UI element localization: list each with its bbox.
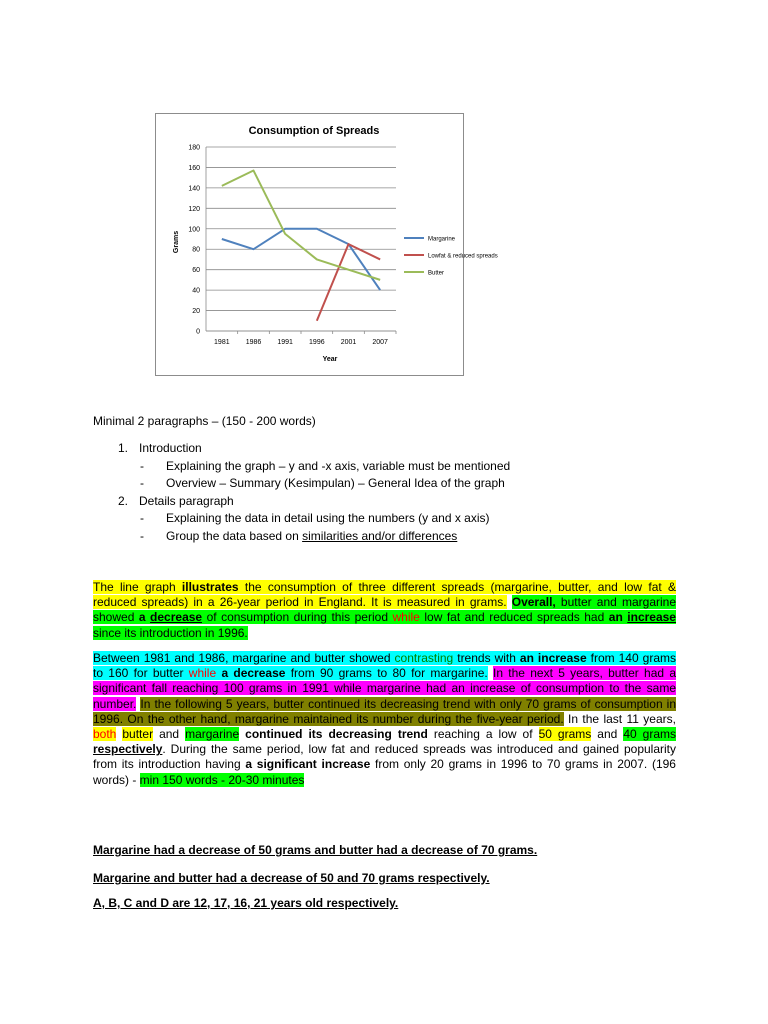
dash-bullet: - [140,528,144,543]
highlight-text: a [138,610,146,625]
example-sentence-1: Margarine had a decrease of 50 grams and butter had a decrease of 70 grams. [93,843,538,857]
x-axis-label: Year [322,356,338,363]
x-tick-label: 1981 [214,339,230,346]
highlight-text: the consumption of three different spreads (margarine, butter, and low fat & reduced spreads) in a 26-year period in England. It is measured in grams. [93,580,676,610]
outline-subitem-emphasis: similarities and/or differences [302,528,458,543]
chart-title: Consumption of Spreads [248,125,380,137]
outline-subitem [118,528,510,546]
y-tick-label: 120 [188,205,200,213]
bold-text: continued its decreasing trend [245,727,428,742]
dash-bullet: - [140,476,144,490]
highlight-text: The line graph [93,580,182,594]
highlight-text: illustrates [181,580,239,594]
highlight-text: In the next 5 years, butter had a significant fall reaching 100 grams in 1991 while margarine had an increase of consumption to the same number. [93,666,676,711]
paragraph-introduction [93,580,676,641]
plain-text: In the last 11 years, [563,711,676,726]
plain-text: and [153,727,186,742]
highlight-text: while [188,666,217,681]
highlight-text: 50 grams [538,727,592,742]
outline-subitem-text: Explaining the graph – y and -x axis, variable must be mentioned [166,458,511,473]
highlight-text: 40 grams [623,727,677,742]
highlight-text: low fat and reduced spreads had [419,610,609,625]
y-tick-label: 180 [188,144,200,152]
outline-list [118,440,510,545]
highlight-text: Between 1981 and 1986, margarine and butter showed [93,651,395,665]
bold-underline-text: respectively [93,742,163,757]
dash-bullet: - [140,511,144,525]
plain-text: reaching a low of [427,727,539,742]
highlight-text: an increase [519,651,587,665]
plain-text: and [591,727,624,742]
plain-text: from only 20 grams in 1996 to 70 grams in 2007. (196 words) - [93,757,676,787]
y-tick-label: 0 [196,328,200,336]
assignment-heading: Minimal 2 paragraphs – (150 - 200 words) [93,414,316,428]
highlight-text: butter and margarine showed [93,595,676,625]
dash-bullet: - [140,458,144,473]
highlight-text: an [608,610,623,625]
series-line-butter [222,171,380,280]
highlight-text: while [392,610,420,625]
example-sentence-3: A, B, C and D are 12, 17, 16, 21 years old respectively. [93,896,399,910]
y-tick-label: 20 [192,308,200,316]
legend-label: Margarine [428,236,456,243]
highlight-text: from 90 grams to 80 for margarine. [285,666,488,681]
chart-frame [155,113,498,376]
x-tick-label: 1991 [277,339,293,346]
highlight-text: a decrease [221,666,286,681]
highlight-text: trends with [453,651,520,665]
legend-label: Butter [428,270,445,277]
outline-subitem-text: Explaining the data in detail using the numbers (y and x axis) [166,511,490,525]
outline-subitem [118,475,510,493]
x-tick-label: 1986 [245,339,262,346]
x-tick-label: 2001 [340,339,357,346]
x-tick-label: 1996 [309,339,325,346]
outline-subitem-text: Group the data based on [166,528,303,543]
y-tick-label: 80 [192,246,200,254]
highlight-text: both [93,727,117,742]
outline-label: Introduction [139,441,202,455]
y-tick-label: 60 [192,267,200,275]
highlight-text: from 140 grams to 160 for butter [93,651,676,681]
outline-subitem-text: Overview – Summary (Kesimpulan) – General Idea of the graph [166,476,505,490]
y-tick-label: 160 [188,164,200,172]
example-sentence-2: Margarine and butter had a decrease of 50 and 70 grams respectively. [93,871,490,885]
y-tick-label: 140 [188,185,200,193]
series-line-lowfat-reduced-spreads [317,244,380,321]
highlight-text: In the following 5 years, butter continued its decreasing trend with only 70 grams of consumption in 1996. On the other hand, margarine maintained its number during the five-year period. [93,696,676,726]
y-tick-label: 100 [188,226,200,234]
outline-subitem [118,510,510,528]
legend-label: Lowfat & reduced spreads [428,253,498,260]
highlight-text: of consumption during this period [202,610,393,625]
highlight-text: min 150 words - 20-30 minutes [139,772,305,787]
series-line-margarine [222,229,380,290]
outline-label: Details paragraph [139,493,234,508]
bold-text: a significant increase [245,757,371,772]
highlight-text: Overall, [511,595,556,610]
x-tick-label: 2007 [372,339,388,346]
outline-subitem [118,458,510,476]
highlight-text: butter [122,727,154,742]
highlight-text: increase [627,610,676,625]
highlight-text: decrease [150,610,203,625]
outline-number: 2. [118,493,129,508]
paragraph-details [93,651,676,788]
outline-item-introduction [118,440,510,458]
y-axis-label: Grams [173,230,180,254]
plain-text [507,595,512,609]
plain-text: . During the same period, low fat and reduced spreads was introduced and gained popularity from its introduction having [93,742,676,772]
outline-item-details [118,493,510,511]
highlight-text: margarine [185,727,240,742]
outline-number: 1. [118,441,129,455]
y-tick-label: 40 [192,287,200,295]
highlight-text: contrasting [394,651,454,665]
spreads-line-chart [156,114,498,375]
highlight-text: since its introduction in 1996. [93,625,248,640]
